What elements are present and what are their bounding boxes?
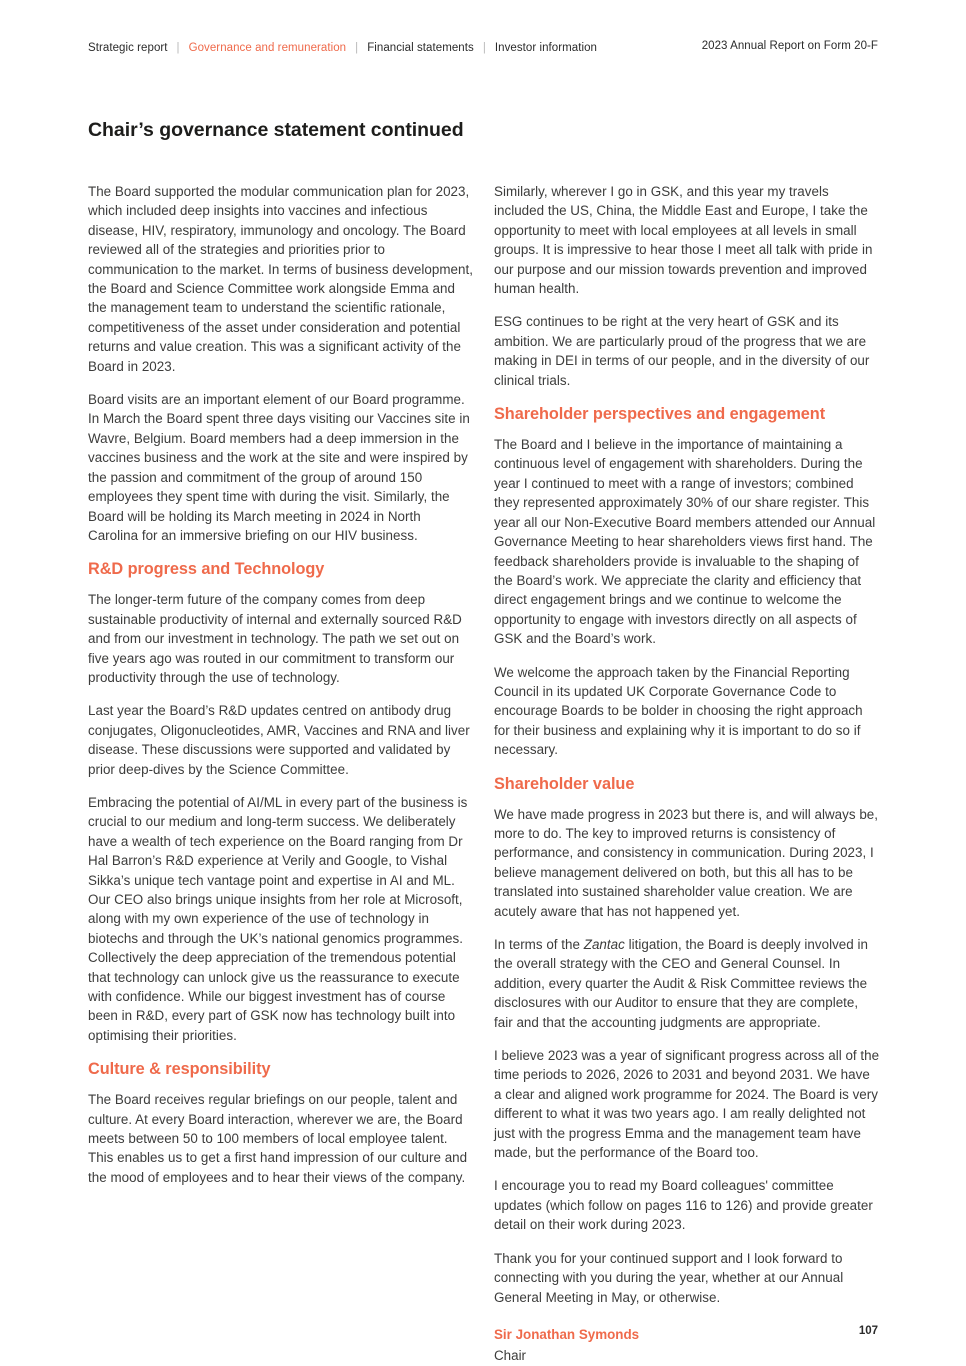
document-reference: 2023 Annual Report on Form 20-F — [701, 40, 878, 52]
paragraph: Similarly, wherever I go in GSK, and this year my travels included the US, China, the Middle East and Europe, I take the opportunity to meet with local employees at all levels in small groups. It is impressive to hear those I meet all talk with pride in our purpose and our mission towards prevention and improved human health. — [494, 184, 873, 297]
paragraph: ESG continues to be right at the very heart of GSK and its ambition. We are particularly proud of the progress that we are making in DEI in terms of our people, and in the diversity of our clinical trials. — [494, 314, 870, 388]
section-heading-shareholder-value: Shareholder value — [494, 774, 635, 793]
paragraph: We welcome the approach taken by the Financial Reporting Council in its updated UK Corporate Governance Code to encourage Boards to be bolder in choosing the right approach for their business and explaining why it is important to do so if necessary. — [494, 664, 863, 758]
signature-name: Sir Jonathan Symonds — [494, 1326, 640, 1342]
breadcrumb-separator: | — [482, 42, 486, 54]
paragraph: I encourage you to read my Board colleagues' committee updates (which follow on pages 116 to 126) and provide greater detail on their work during 2023. — [494, 1178, 873, 1233]
paragraph: Embracing the potential of AI/ML in every part of the business is crucial to our medium and long-term success. We deliberately have a wealth of tech experience on the Board ranging from Dr Hal Barron’s R&D experience at Verily and Google, to Vishal Sikka’s unique tech vantage point and expertise in AI and ML. Our CEO also brings unique insights from her role at Microsoft, along with my own experience of the use of technology in biotechs and through the UK’s national genomics programmes. Collectively the deep appreciation of the tremendous potential that technology can unlock give us the reassurance to execute with confidence. While our biggest investment has of course been in R&D, every part of GSK now has technology built into optimising their priorities. — [88, 794, 468, 1043]
paragraph-zantac — [494, 935, 880, 1032]
section-heading-rd-progress-and-technology: R&D progress and Technology — [88, 560, 325, 579]
breadcrumb-governance-and-remuneration[interactable]: Governance and remuneration — [188, 42, 347, 54]
running-header — [88, 40, 878, 56]
signature-role: Chair — [494, 1348, 526, 1364]
italic-product-name: Zantac — [583, 937, 625, 952]
page-number: 107 — [858, 1325, 878, 1337]
breadcrumb-strategic-report[interactable]: Strategic report — [88, 42, 168, 54]
paragraph: We have made progress in 2023 but there is, and will always be, more to do. The key to improved returns is consistency of performance, and consistency in communication. During 2023, I believe management delivered on both, but this all has to be translated into sustained shareholder value creation. We are acutely aware that has not happened yet. — [494, 806, 879, 919]
paragraph: Thank you for your continued support and I look forward to connecting with you during the year, whether at our Annual General Meeting in May, or otherwise. — [494, 1250, 844, 1305]
paragraph: Board visits are an important element of our Board programme. In March the Board spent three days visiting our Vaccines site in Wavre, Belgium. Board members had a deep immersion in the vaccines business and the work at the site and were inspired by the passion and commitment of the group of around 150 employees they spent time with during the visit. Similarly, the Board will be holding its March meeting in 2024 in North Carolina for an immersive briefing on our HIV business. — [88, 392, 470, 543]
page-title: Chair’s governance statement continued — [88, 119, 464, 142]
breadcrumb-separator: | — [355, 42, 359, 54]
breadcrumb-financial-statements[interactable]: Financial statements — [367, 42, 474, 54]
breadcrumb-investor-information[interactable]: Investor information — [494, 42, 597, 54]
paragraph: The longer-term future of the company comes from deep sustainable productivity of internal and externally sourced R&D and from our investment in technology. The path we set out on five years ago was routed in our commitment to transform our productivity through the use of technology. — [88, 592, 462, 685]
section-heading-culture-and-responsibility: Culture & responsibility — [88, 1060, 271, 1079]
section-heading-shareholder-perspectives-and-engagement: Shareholder perspectives and engagement — [494, 405, 826, 424]
text-before-italic: In terms of the — [494, 937, 584, 952]
paragraph: The Board receives regular briefings on our people, talent and culture. At every Board interaction, wherever we are, the Board meets between 50 to 100 members of local employee talent. This enables us to get a first hand impression of our culture and the mood of employees and to hear their views of the company. — [88, 1092, 468, 1185]
text-after-italic: litigation, the Board is deeply involved in the overall strategy with the CEO and General Counsel. In addition, every quarter the Audit & Risk Committee reviews the disclosures with our Auditor to ensure that they are complete, fair and that the accounting judgments are appropriate. — [494, 937, 868, 1030]
paragraph: The Board and I believe in the importance of maintaining a continuous level of engagement with shareholders. During the year I continued to meet with a range of investors; combined they represented approximately 30% of our share register. This year all our Non-Executive Board members attended our Annual Governance Meeting to hear shareholders views first hand. The feedback shareholders provide is invaluable to the shaping of the Board’s work. We appreciate the clarity and efficiency that direct engagement brings and we continue to welcome the opportunity to engage with investors directly on all aspects of GSK and the Board’s work. — [494, 437, 876, 647]
breadcrumb-separator: | — [176, 42, 180, 54]
paragraph: Last year the Board’s R&D updates centred on antibody drug conjugates, Oligonucleotides, AMR, Vaccines and RNA and liver disease. These discussions were supported and validated by prior deep-dives by the Science Committee. — [88, 703, 470, 777]
article-body — [88, 182, 880, 1366]
paragraph: The Board supported the modular communication plan for 2023, which included deep insights into vaccines and infectious disease, HIV, respiratory, immunology and oncology. The Board reviewed all of the strategies and priorities prior to communication to the market. In terms of business development, the Board and Science Committee work alongside Emma and the management team to understand the scientific rationale, competitiveness of the asset under consideration and potential returns and value creation. This was a significant activity of the Board in 2023. — [88, 184, 473, 374]
header-breadcrumb-nav — [88, 42, 597, 54]
paragraph: I believe 2023 was a year of significant progress across all of the time periods to 2026, 2026 to 2031 and beyond 2031. We have a clear and aligned work programme for 2024. The Board is very different to what it was two years ago. I am really delighted not just with the progress Emma and the management team have made, but the performance of the Board too. — [494, 1048, 880, 1161]
right-column — [494, 182, 880, 1366]
left-column — [88, 182, 474, 1366]
